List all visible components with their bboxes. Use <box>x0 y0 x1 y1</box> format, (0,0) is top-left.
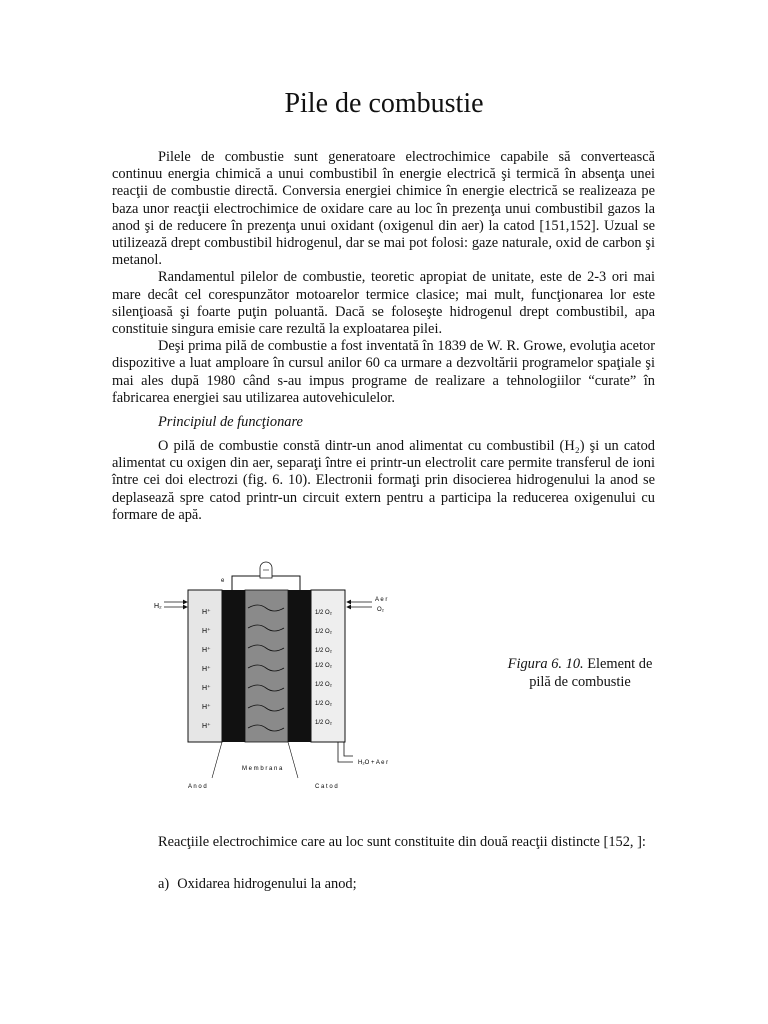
paragraph: Randamentul pilelor de combustie, teoretic apropiat de unitate, este de 2-3 ori mai mare decât cel corespunzător motoarelor termice clasice; mai mult, funcţionarea lor este silenţioasă şi foarte puţin poluantă. Dacă se foloseşte hidrogenul drept combustibil, apa constituie singura emisie care rezultă la exploatarea pilei. <box>112 269 655 338</box>
ion-label: H⁺ <box>202 685 211 692</box>
external-circuit <box>232 562 300 590</box>
ion-label: H⁺ <box>202 723 211 730</box>
cathode-label: C a t o d <box>315 784 338 790</box>
ion-label: H⁺ <box>202 704 211 711</box>
oxygen-label: 1/2 O₂ <box>315 663 333 669</box>
oxygen-label: 1/2 O₂ <box>315 701 333 707</box>
section-subheading: Principiul de funcţionare <box>158 414 303 430</box>
oxygen-label: 1/2 O₂ <box>315 629 333 635</box>
oxygen-label: 1/2 O₂ <box>315 682 333 688</box>
ion-label: H⁺ <box>202 609 211 616</box>
ion-label: H⁺ <box>202 628 211 635</box>
principle-text <box>112 438 655 524</box>
oxygen-label: 1/2 O₂ <box>315 720 333 726</box>
reactions-text <box>112 834 655 851</box>
figure-caption-text: Element de pilă de combustie <box>529 656 653 690</box>
ion-label: H⁺ <box>202 647 211 654</box>
figure-number: Figura 6. 10. <box>507 656 584 672</box>
oxygen-label: 1/2 O₂ <box>315 648 333 654</box>
electron-label: e <box>221 578 225 584</box>
anode-label: A n o d <box>188 784 207 790</box>
oxygen-label: 1/2 O₂ <box>315 610 333 616</box>
page-title: Pile de combustie <box>284 88 484 119</box>
hydrogen-inlet-label: H₂ <box>154 603 162 610</box>
list-marker: a) <box>158 876 170 892</box>
figure-caption <box>500 655 660 691</box>
fuel-cell-diagram <box>150 548 410 793</box>
paragraph: Reacţiile electrochimice care au loc sunt constituite din două reacţii distincte [152, ]: <box>158 834 646 850</box>
water-outlet <box>338 742 353 762</box>
air-inlet <box>347 602 372 607</box>
membrane-label: M e m b r a n a <box>242 766 283 772</box>
paragraph: Pilele de combustie sunt generatoare electrochimice capabile să convertească continuu energia chimică a unui combustibil în energie electrică şi termică în absenţa unei reacţii de combustie directă. Conversia energiei chimice în energie electrică se realizeaza pe baza unor reacţii electrochimice de oxidare care au loc în prezenţa unui combustibil gazos la anod şi de reducere în prezenţa unui oxidant (oxigenul din aer) la catod [151,152]. Uzual se utilizează drept combustibil hidrogenul, dar se mai pot folosi: gaze naturale, oxid de carbon şi metanol. <box>112 149 655 269</box>
paragraph: O pilă de combustie constă dintr-un anod alimentat cu combustibil (H₂) şi un catod alimentat cu oxigen din aer, separaţi între ei printr-un electrolit care permite transferul de ioni între cei doi electrozi (fig. 6. 10). Electronii formaţi prin disocierea hidrogenului la anod se deplasează spre catod printr-un circuit extern pentru a participa la reducerea oxigenului cu formare de apă. <box>112 438 655 523</box>
ion-label: H⁺ <box>202 666 211 673</box>
paragraph: Deşi prima pilă de combustie a fost inventată în 1839 de W. R. Growe, evoluţia acetor dispozitive a luat amploare în cursul anilor 60 ca urmare a dezvoltării programelor spaţiale şi mai ales după 1980 când s-au impus programe de realizare a tehnologiilor “curate” în fabricarea energiei sau utilizarea autovehiculelor. <box>112 338 655 406</box>
water-outlet-label: H₂O + A e r <box>358 760 389 766</box>
hydrogen-inlet <box>164 602 187 607</box>
anode-electrode <box>222 590 245 742</box>
intro-text <box>112 149 655 407</box>
cathode-electrode <box>288 590 311 742</box>
leader-lines <box>212 742 298 778</box>
list-item <box>158 876 357 893</box>
oxygen-inlet-label: O₂ <box>377 607 384 613</box>
air-inlet-label: A e r <box>375 597 388 603</box>
list-item-text: Oxidarea hidrogenului la anod; <box>177 876 357 892</box>
